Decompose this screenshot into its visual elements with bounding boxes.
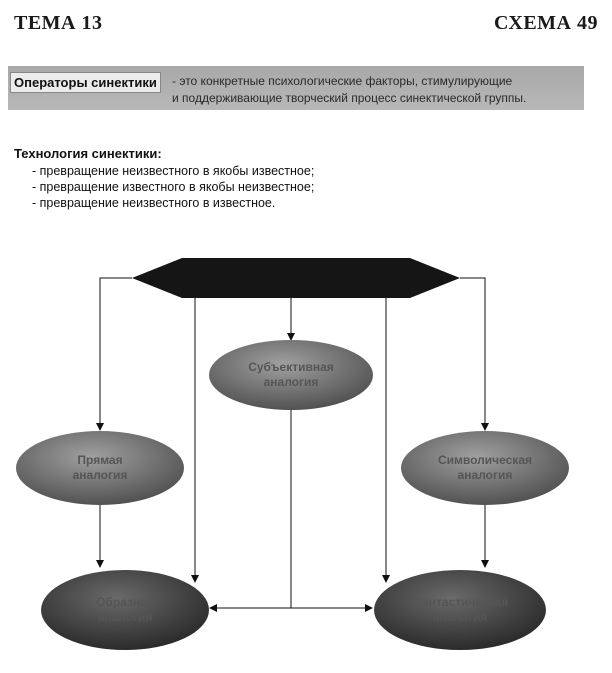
arrow-to-direct (100, 278, 132, 430)
technology-item-2: - превращение известного в якобы неизвестное; (32, 180, 315, 194)
definition-term: Операторы синектики (10, 72, 161, 93)
direct-label-2: аналогия (72, 468, 128, 482)
definition-line-1: - это конкретные психологические факторы, стимулирующие (172, 74, 513, 88)
definition-line-2: и поддерживающие творческий процесс синектической группы. (172, 91, 527, 105)
symbolic-label-1: Символическая (437, 453, 533, 467)
scheme-label: СХЕМА 49 (493, 12, 598, 34)
fantastic-label-1: Фантастическая (411, 595, 509, 609)
topic-label: ТЕМА 13 (14, 12, 103, 34)
bottom-left-label-2: аналогия (97, 610, 153, 624)
fantastic-label-2: аналогия (432, 610, 488, 624)
direct-label-1: Прямая (77, 453, 123, 467)
symbolic-label-2: аналогия (457, 468, 513, 482)
arrow-to-symbolic (460, 278, 485, 430)
technology-item-3: - превращение неизвестного в известное. (32, 196, 276, 210)
technology-title: Технология синектики: (14, 146, 162, 161)
bottom-left-label-1: Образная (96, 595, 154, 609)
subjective-label-2: аналогия (263, 375, 319, 389)
subjective-label-1: Субъективная (248, 360, 334, 374)
technology-item-1: - превращение неизвестного в якобы известное; (32, 164, 315, 178)
operators-hexagon (132, 258, 460, 298)
